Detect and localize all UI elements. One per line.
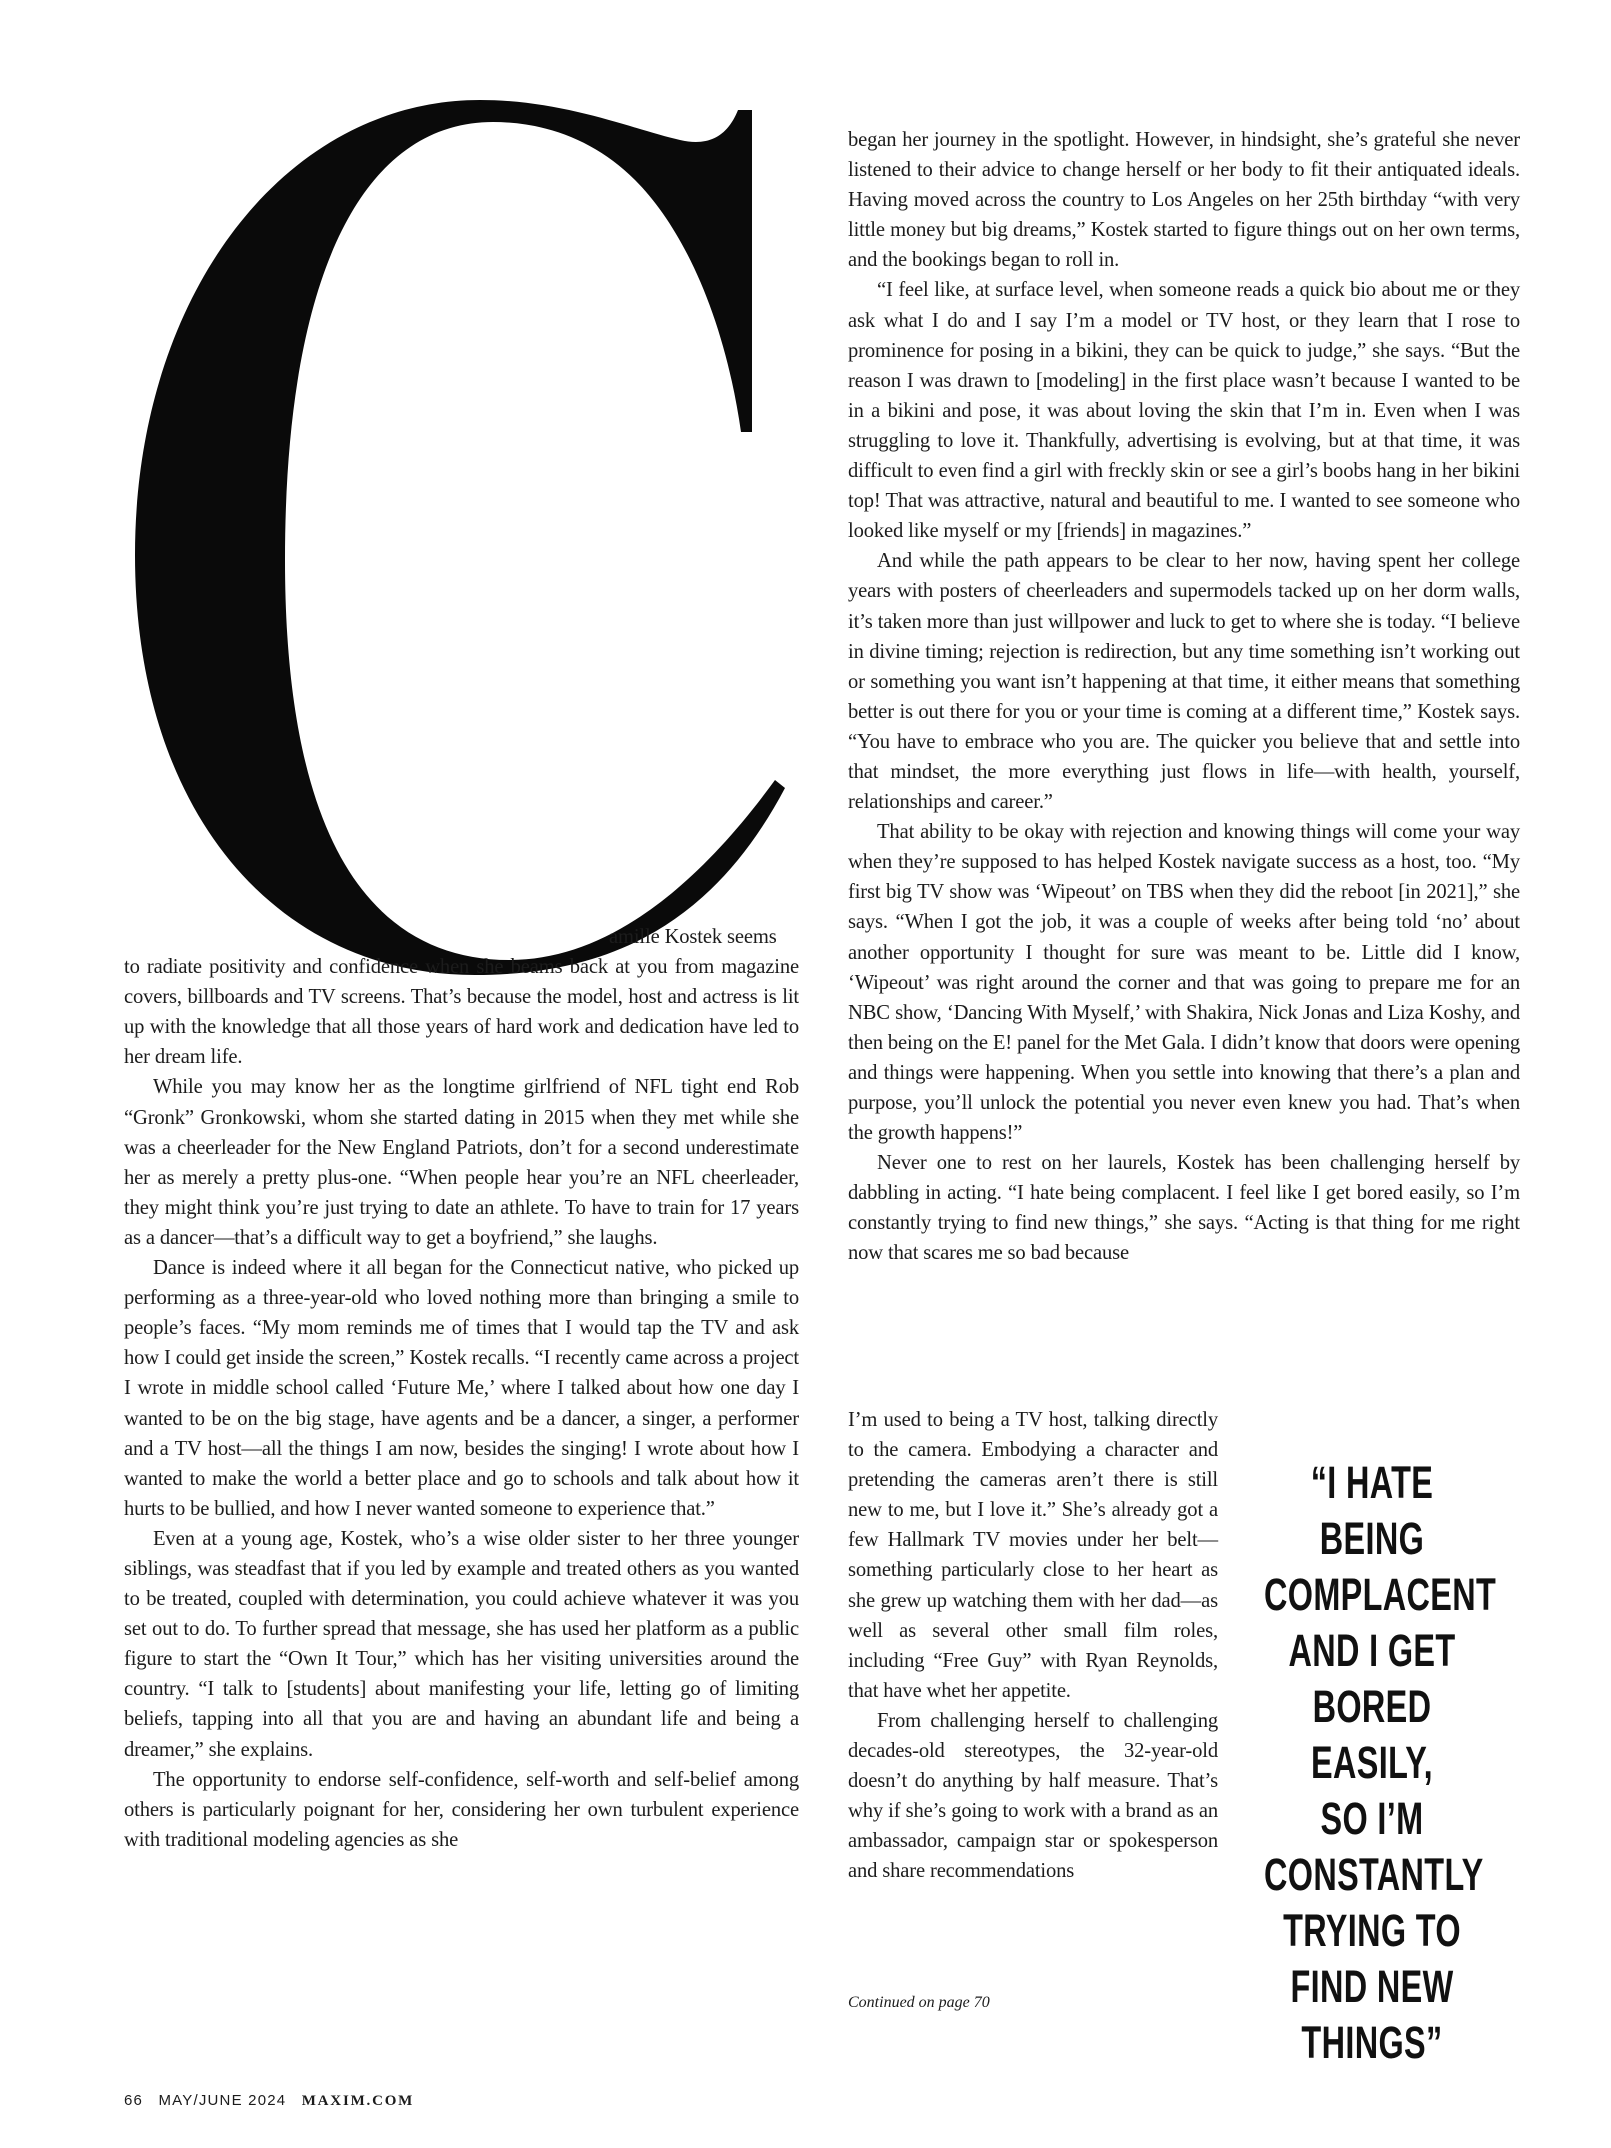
paragraph: I’m used to being a TV host, talking directly to the camera. Embodying a character and pretending the cameras aren’t there is still new to me, but I love it.” She’s already got a few Hallmark TV movies under her belt—something particularly close to her heart as she grew up watching them with her dad—as well as several other small film roles, including “Free Guy” with Ryan Reynolds, that have whet her appetite. xyxy=(848,1409,1218,1702)
paragraph: “I feel like, at surface level, when someone reads a quick bio about me or they ask what I do and I say I’m a model or TV host, or they learn that I rose to prominence for posing in a bikini, they can be quick to judge,” she says. “But the reason I was drawn to [modeling] in the first place wasn’t because I wanted to be in a bikini and pose, it was about loving the skin that I’m in. Even when I was struggling to love it. Thankfully, advertising is evolving, but at that time, it was difficult to even find a girl with freckly skin or see a girl’s boobs hang in her bikini top! That was attractive, natural and beautiful to me. I wanted to see someone who looked like myself or my [friends] in magazines.” xyxy=(848,279,1520,543)
paragraph: While you may know her as the longtime girlfriend of NFL tight end Rob “Gronk” Gronkowski, whom she started dating in 2015 when they met while she was a cheerleader for the New England Patriots, don’t for a second underestimate her as merely a pretty plus-one. “When people hear you’re an NFL cheerleader, they might think you’re just trying to date an athlete. To have to train for 17 years as a dancer—that’s a difficult way to get a boyfriend,” she laughs. xyxy=(124,1076,799,1249)
paragraph-text: to radiate positivity and confidence when she beams back at you from magazine covers, billboards and TV screens. That’s because the model, host and actress is lit up with the knowledge that all those years of hard work and dedication have led to her dream life. xyxy=(124,956,799,1069)
paragraph: Never one to rest on her laurels, Kostek has been challenging herself by dabbling in acting. “I hate being complacent. I feel like I get bored easily, so I’m constantly trying to find new things,” she says. “Acting is that thing for me right now that scares me so bad because xyxy=(848,1152,1520,1265)
paragraph: Even at a young age, Kostek, who’s a wise older sister to her three younger siblings, was steadfast that if you led by example and treated others as you wanted to be treated, coupled with determination, you could achieve whatever it was you set out to do. To further spread that message, she has used her platform as a public figure to start the “Own It Tour,” which has her visiting universities around the country. “I talk to [students] about manifesting your life, letting go of limiting beliefs, tapping into all that you are and having an abundant life and being a dreamer,” she explains. xyxy=(124,1527,799,1761)
continued-note: Continued on page 70 xyxy=(848,1994,990,2011)
paragraph: began her journey in the spotlight. However, in hindsight, she’s grateful she never listened to their advice to change herself or her body to fit their antiquated ideals. Having moved across the country to Los Angeles on her 25th birthday “with very little money but big dreams,” Kostek started to figure things out on her own terms, and the bookings began to roll in. xyxy=(848,129,1520,272)
paragraph: Dance is indeed where it all began for the Connecticut native, who picked up performing as a three-year-old who loved nothing more than bringing a smile to people’s faces. “My mom reminds me of times that I would tap the TV and ask how I could get inside the screen,” Kostek recalls. “I recently came across a project I wrote in middle school called ‘Future Me,’ where I talked about how one day I wanted to be on the big stage, have agents and be a dancer, a singer, a performer and a TV host—all the things I am now, besides the singing! I wrote about how I wanted to make the world a better place and go to schools and talk about how it hurts to be bullied, and how I never wanted someone to experience that.” xyxy=(124,1257,799,1520)
page-number: 66 xyxy=(124,2092,144,2109)
paragraph: From challenging herself to challenging decades-old stereotypes, the 32-year-old doesn’t do anything by half measure. That’s why if she’s going to work with a brand as an ambassador, campaign star or spokesperson and share recommendations xyxy=(848,1709,1218,1883)
article-column-narrow xyxy=(848,1405,1218,1887)
issue-date: MAY/JUNE 2024 xyxy=(158,2092,287,2109)
paragraph xyxy=(124,922,799,1072)
article-column-left xyxy=(124,922,799,1855)
paragraph: The opportunity to endorse self-confidence, self-worth and self-belief among others is particularly poignant for her, considering her own turbulent experience with traditional modeling agencies as she xyxy=(124,1768,799,1851)
lead-line: amille Kostek seems xyxy=(609,926,777,948)
site-name: MAXIM.COM xyxy=(301,2093,415,2109)
pull-quote: “I HATE BEING COMPLACENT AND I GET BORED EASILY, SO I’M CONSTANTLY TRYING TO FIND NEW THINGS” xyxy=(1264,1457,1497,2068)
drop-cap-letter-c xyxy=(35,40,815,1000)
paragraph: That ability to be okay with rejection and knowing things will come your way when they’re supposed to has helped Kostek navigate success as a host, too. “My first big TV show was ‘Wipeout’ on TBS when they did the reboot [in 2021],” she says. “When I got the job, it was a couple of weeks after being told ‘no’ about another opportunity I thought for sure was meant to be. Little did I know, ‘Wipeout’ was right around the corner and that was going to prepare me for an NBC show, ‘Dancing With Myself,’ with Shakira, Nick Jonas and Liza Koshy, and then being on the E! panel for the Met Gala. I didn’t know that doors were opening and things were happening. When you settle into knowing that there’s a plan and purpose, you’ll unlock the potential you never even knew you had. That’s when the growth happens!” xyxy=(848,821,1520,1145)
paragraph: And while the path appears to be clear to her now, having spent her college years with posters of cheerleaders and supermodels tacked up on her dorm walls, it’s taken more than just willpower and luck to get to where she is today. “I believe in divine timing; rejection is redirection, but any time something isn’t working out or something you want isn’t happening at that time, it either means that something better is out there for you or your time is coming at a different time,” Kostek says. “You have to embrace who you are. The quicker you believe that and settle into that mindset, the more everything just flows in life—with health, yourself, relationships and career.” xyxy=(848,550,1520,814)
page-footer xyxy=(124,2092,424,2110)
article-column-right xyxy=(848,125,1520,1269)
